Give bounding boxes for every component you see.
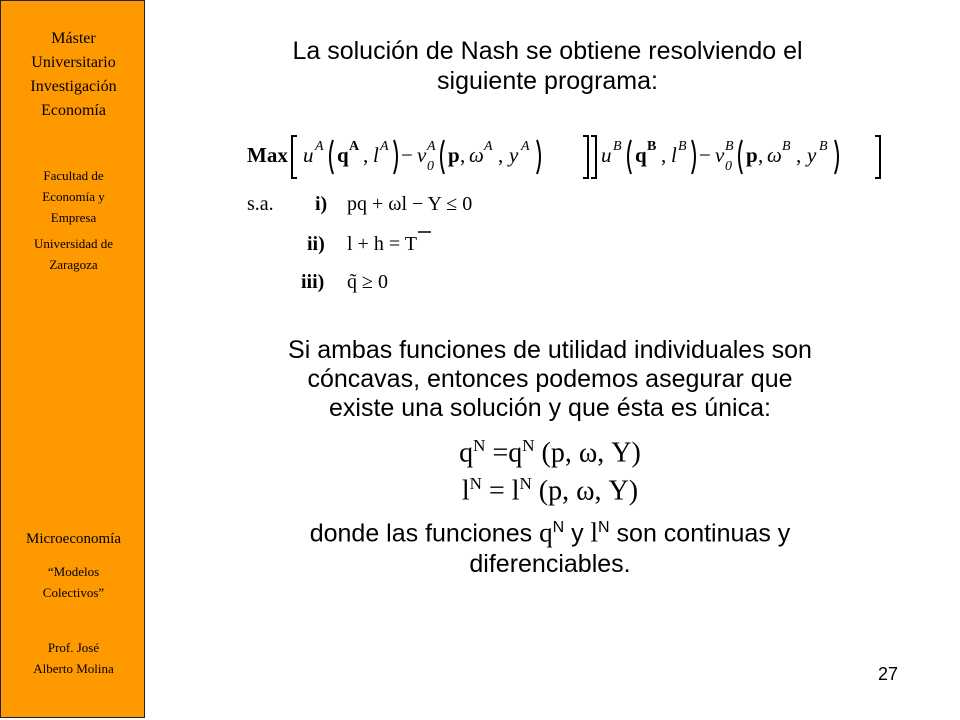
sidebar-faculty	[5, 165, 142, 228]
sidebar-university-line: Universidad de	[33, 236, 114, 251]
svg-text:y: y	[807, 143, 817, 167]
slide-title-line: La solución de Nash se obtiene resolviendo el	[292, 37, 803, 65]
outer-mid-bracket	[583, 136, 588, 178]
equation-l	[180, 474, 920, 507]
sidebar-topic-line: Colectivos”	[42, 585, 105, 600]
sidebar-topic	[5, 561, 142, 603]
conclusion-text: y	[564, 519, 591, 548]
svg-text:B: B	[819, 139, 828, 154]
svg-text:A: A	[380, 139, 389, 154]
eq-args: (p, ω, Y)	[531, 475, 639, 507]
factor-a	[303, 139, 540, 174]
slide-title-line: siguiente programa:	[437, 67, 658, 95]
svg-text:l: l	[373, 143, 379, 167]
eq-symbol: =q	[485, 437, 523, 469]
svg-text:B: B	[782, 139, 791, 154]
page-number: 27	[878, 664, 899, 684]
sidebar-faculty-line: Economía y	[42, 189, 105, 204]
conclusion-text: diferenciables.	[469, 550, 631, 579]
nash-program-formula	[245, 128, 895, 298]
svg-text:u: u	[601, 143, 612, 167]
conclusion-symbol: l	[590, 517, 599, 548]
formula-st: s.a.	[247, 193, 274, 215]
svg-text:q: q	[635, 143, 647, 167]
svg-text:,: ,	[498, 143, 504, 167]
slide-title	[180, 36, 915, 96]
sidebar-master-line: Economía	[41, 102, 106, 119]
eq-sup: N	[522, 436, 535, 455]
factor-b	[601, 139, 838, 174]
sidebar-faculty-line: Empresa	[50, 210, 97, 225]
svg-text:,: ,	[363, 143, 369, 167]
conclusion-sup: N	[552, 519, 565, 536]
sidebar-topic-line: “Modelos	[47, 564, 100, 579]
paragraph-line: Si ambas funciones de utilidad individuales son	[288, 336, 812, 364]
sidebar-master	[5, 27, 142, 123]
svg-text:A: A	[427, 139, 436, 154]
sidebar-course: Microeconomía	[26, 531, 121, 547]
svg-text:,: ,	[460, 143, 466, 167]
equation-q	[180, 436, 920, 469]
sidebar-professor-line: Prof. José	[47, 640, 100, 655]
conclusion-symbol: q	[539, 517, 553, 548]
sidebar-master-line: Universitario	[31, 54, 116, 71]
svg-text:p: p	[746, 143, 758, 167]
paragraph-line: existe una solución y que ésta es única:	[329, 394, 771, 422]
sidebar-university-line: Zaragoza	[49, 257, 98, 272]
svg-text:A: A	[521, 139, 530, 154]
svg-text:v: v	[715, 143, 725, 167]
svg-text:,: ,	[758, 143, 764, 167]
eq-sup: N	[469, 474, 482, 493]
constraint-1: pq + ωl − Y ≤ 0	[347, 193, 473, 215]
eq-args: (p, ω, Y)	[534, 437, 641, 469]
svg-text:l: l	[671, 143, 677, 167]
eq-symbol: = l	[481, 475, 520, 507]
constraint-3: q̃ ≥ 0	[347, 271, 388, 293]
svg-text:A: A	[349, 139, 360, 154]
svg-text:ω: ω	[767, 143, 782, 167]
constraint-label: iii)	[301, 271, 325, 293]
svg-text:A: A	[484, 139, 493, 154]
sidebar-master-line: Máster	[51, 30, 96, 47]
conclusion-sup: N	[598, 519, 610, 536]
conclusion-paragraph	[180, 512, 920, 580]
constraint-2: l + h = T	[347, 233, 417, 255]
outer-right-bracket	[875, 136, 880, 178]
sidebar-professor-line: Alberto Molina	[33, 661, 114, 676]
svg-text:0: 0	[725, 159, 732, 174]
eq-sup: N	[519, 474, 532, 493]
svg-text:u: u	[303, 143, 314, 167]
svg-text:−: −	[699, 143, 711, 167]
eq-sup: N	[473, 436, 486, 455]
concavity-paragraph	[180, 336, 920, 423]
conclusion-text: son continuas y	[609, 519, 791, 548]
sidebar-university	[5, 233, 142, 275]
svg-text:B: B	[725, 139, 734, 154]
sidebar-master-line: Investigación	[30, 78, 117, 95]
sidebar-faculty-line: Facultad de	[43, 168, 104, 183]
svg-text:v: v	[417, 143, 427, 167]
svg-text:B: B	[613, 139, 622, 154]
svg-text:0: 0	[427, 159, 434, 174]
svg-text:ω: ω	[469, 143, 484, 167]
svg-text:B: B	[678, 139, 687, 154]
sidebar	[0, 0, 145, 718]
formula-max: Max	[247, 143, 288, 167]
svg-text:y: y	[509, 143, 519, 167]
eq-symbol: q	[459, 437, 474, 469]
svg-text:,: ,	[661, 143, 667, 167]
outer-mid-bracket	[591, 136, 596, 178]
sidebar-professor	[5, 637, 142, 679]
svg-text:,: ,	[796, 143, 802, 167]
svg-text:B: B	[647, 139, 657, 154]
eq-symbol: l	[461, 475, 470, 507]
paragraph-line: cóncavas, entonces podemos asegurar que	[307, 365, 793, 393]
svg-text:p: p	[448, 143, 460, 167]
conclusion-text: donde las funciones	[309, 519, 540, 548]
svg-text:−: −	[401, 143, 413, 167]
svg-text:q: q	[337, 143, 349, 167]
svg-text:A: A	[315, 139, 324, 154]
constraint-label: ii)	[307, 233, 325, 255]
outer-left-bracket	[292, 136, 297, 178]
constraint-label: i)	[315, 193, 328, 215]
